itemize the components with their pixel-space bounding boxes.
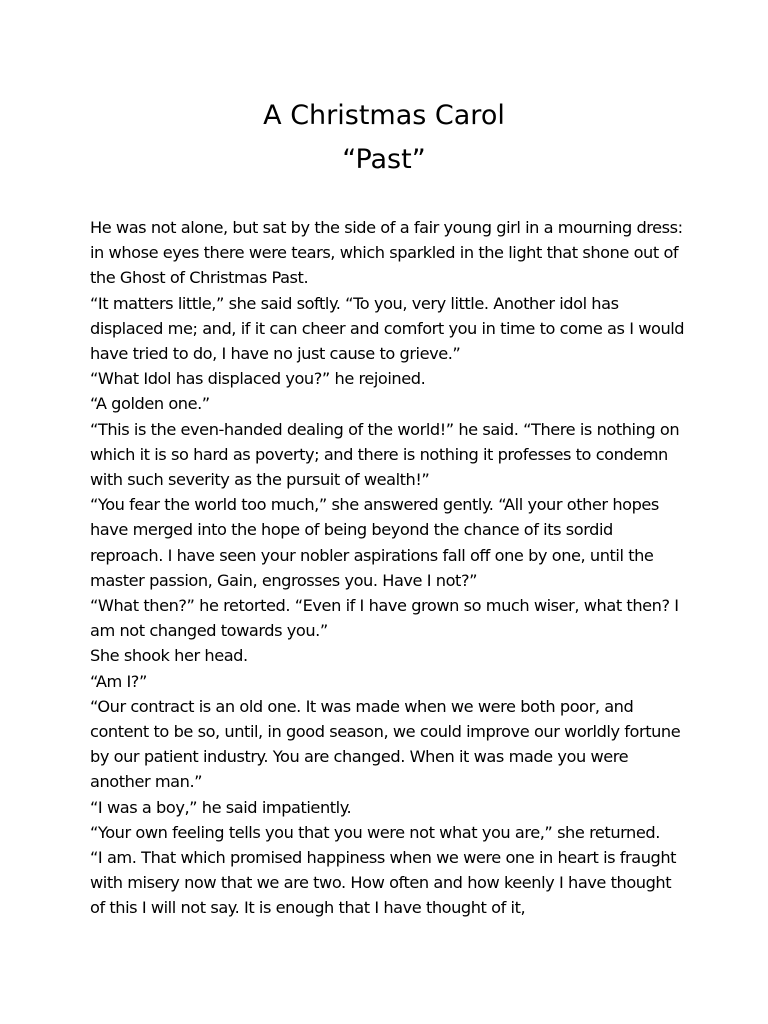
paragraph: He was not alone, but sat by the side of a fair young girl in a mourning dress: in whose eyes there were tears, which sparkled in the light that shone out of the Ghost of Christmas Past. <box>90 218 683 288</box>
paragraph: “You fear the world too much,” she answered gently. “All your other hopes have merged into the hope of being beyond the chance of its sordid reproach. I have seen your nobler aspirations fall off one by one, until the master passion, Gain, engrosses you. Have I not?” <box>90 495 659 590</box>
paragraph: “What then?” he retorted. “Even if I have grown so much wiser, what then? I am not changed towards you.” <box>90 596 679 641</box>
document-subtitle: “Past” <box>342 144 426 175</box>
paragraph: “I am. That which promised happiness when we were one in heart is fraught with misery now that we are two. How often and how keenly I have thought of this I will not say. It is enough that I have thought of it, <box>90 848 677 918</box>
paragraph: “This is the even-handed dealing of the world!” he said. “There is nothing on which it is so hard as poverty; and there is nothing it professes to condemn with such severity as the pursuit of wealth!” <box>90 419 680 490</box>
document-title: A Christmas Carol <box>263 100 505 131</box>
paragraph: She shook her head. <box>90 646 248 666</box>
paragraph: “What Idol has displaced you?” he rejoined. <box>90 369 426 389</box>
paragraph: “I was a boy,” he said impatiently. <box>90 797 352 817</box>
paragraph: “Your own feeling tells you that you were not what you are,” she returned. <box>90 822 660 842</box>
paragraph: “Am I?” <box>90 671 147 691</box>
body-text <box>90 215 690 921</box>
title-block <box>0 94 768 182</box>
paragraph: “Our contract is an old one. It was made when we were both poor, and content to be so, until, in good season, we could improve our worldly fortune by our patient industry. You are changed. When it was made you were another man.” <box>90 696 681 792</box>
paragraph: “It matters little,” she said softly. “To you, very little. Another idol has displaced me; and, if it can cheer and comfort you in time to come as I would have tried to do, I have no just cause to grieve.” <box>90 293 685 364</box>
paragraph: “A golden one.” <box>90 394 210 414</box>
